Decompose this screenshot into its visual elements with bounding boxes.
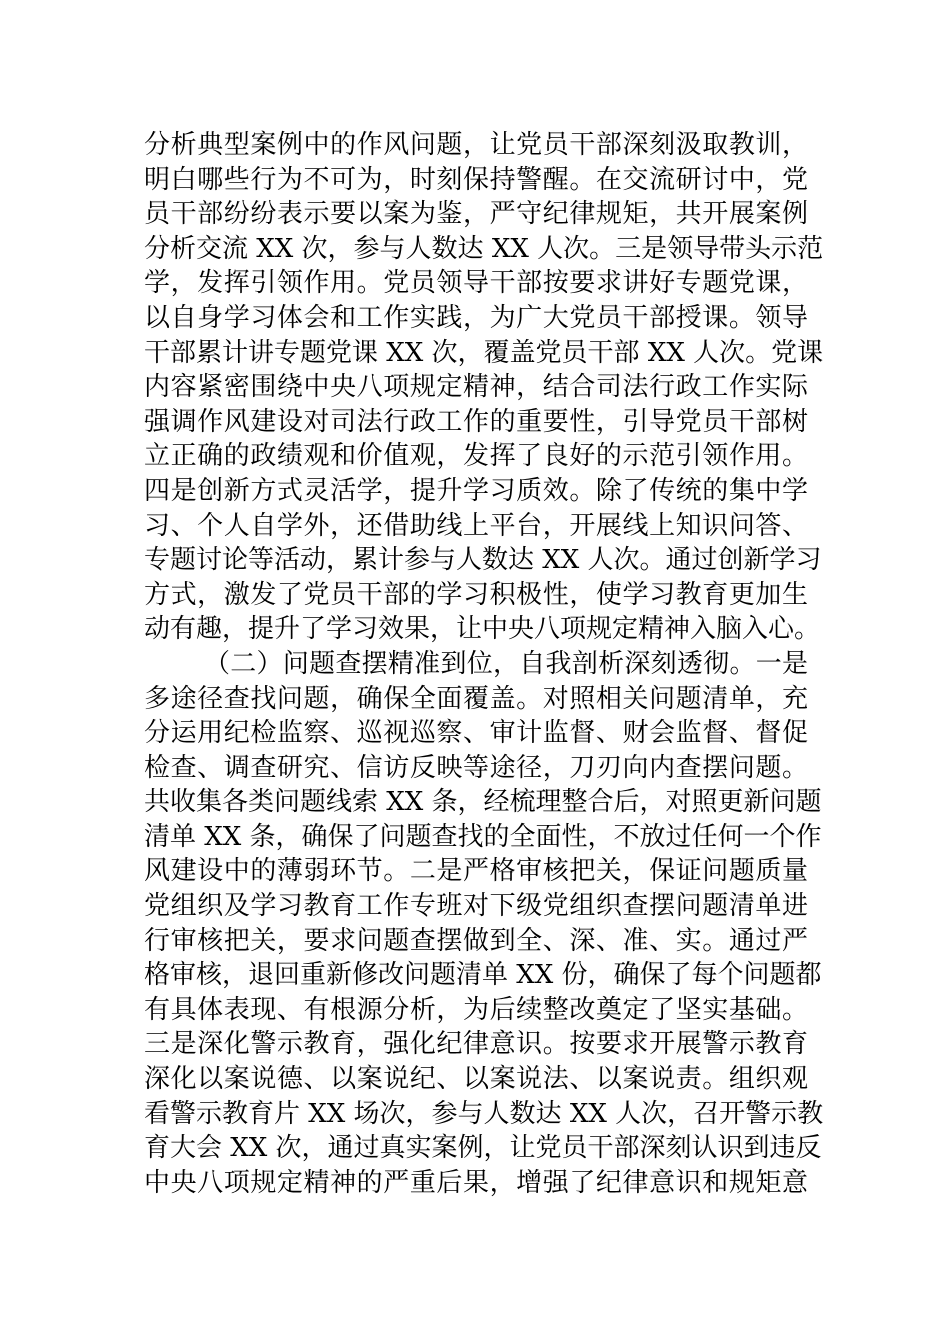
text-line: 多途径查找问题，确保全面覆盖。对照相关问题清单，充 [144, 683, 808, 714]
text-line: 干部累计讲专题党课 XX 次，覆盖党员干部 XX 人次。党课 [144, 337, 824, 368]
text-line: 三是深化警示教育，强化纪律意识。按要求开展警示教育 [144, 1029, 808, 1060]
text-line: 分析交流 XX 次，参与人数达 XX 人次。三是领导带头示范 [144, 233, 824, 264]
text-line: 四是创新方式灵活学，提升学习质效。除了传统的集中学 [144, 475, 808, 506]
text-line: 检查、调查研究、信访反映等途径，刀刃向内查摆问题。 [144, 752, 808, 783]
text-line: 党组织及学习教育工作专班对下级党组织查摆问题清单进 [144, 891, 808, 922]
text-line: 共收集各类问题线索 XX 条，经梳理整合后，对照更新问题 [144, 787, 822, 818]
text-line: 深化以案说德、以案说纪、以案说法、以案说责。组织观 [144, 1064, 808, 1095]
text-line: 分析典型案例中的作风问题，让党员干部深刻汲取教训， [144, 130, 808, 160]
text-line: 有具体表现、有根源分析，为后续整改奠定了坚实基础。 [144, 994, 808, 1025]
text-line: 员干部纷纷表示要以案为鉴，严守纪律规矩，共开展案例 [144, 199, 808, 230]
text-line: 明白哪些行为不可为，时刻保持警醒。在交流研讨中，党 [144, 164, 808, 195]
text-line: 方式，激发了党员干部的学习积极性，使学习教育更加生 [144, 579, 808, 610]
text-line: 以自身学习体会和工作实践，为广大党员干部授课。领导 [144, 302, 808, 333]
text-line: 习、个人自学外，还借助线上平台，开展线上知识问答、 [144, 510, 808, 541]
section-heading-line: （二）问题查摆精准到位，自我剖析深刻透彻。一是 [204, 648, 808, 679]
text-line: 立正确的政绩观和价值观，发挥了良好的示范引领作用。 [144, 441, 808, 472]
body-text [144, 128, 824, 1200]
text-line: 格审核，退回重新修改问题清单 XX 份，确保了每个问题都 [144, 960, 822, 991]
text-line: 学，发挥引领作用。党员领导干部按要求讲好专题党课， [144, 268, 808, 299]
text-line: 动有趣，提升了学习效果，让中央八项规定精神入脑入心。 [144, 614, 821, 645]
text-line: 风建设中的薄弱环节。二是严格审核把关，保证问题质量 [144, 856, 808, 887]
text-line: 清单 XX 条，确保了问题查找的全面性，不放过任何一个作 [144, 821, 822, 852]
text-line: 专题讨论等活动，累计参与人数达 XX 人次。通过创新学习 [144, 545, 822, 576]
text-line: 育大会 XX 次，通过真实案例，让党员干部深刻认识到违反 [144, 1133, 822, 1164]
text-line: 分运用纪检监察、巡视巡察、审计监督、财会监督、督促 [144, 718, 808, 749]
text-line: 中央八项规定精神的严重后果，增强了纪律意识和规矩意 [144, 1167, 808, 1198]
text-line: 强调作风建设对司法行政工作的重要性，引导党员干部树 [144, 406, 808, 437]
text-line: 行审核把关，要求问题查摆做到全、深、准、实。通过严 [144, 925, 808, 956]
text-line: 内容紧密围绕中央八项规定精神，结合司法行政工作实际 [144, 372, 808, 403]
text-line: 看警示教育片 XX 场次，参与人数达 XX 人次，召开警示教 [144, 1098, 824, 1129]
